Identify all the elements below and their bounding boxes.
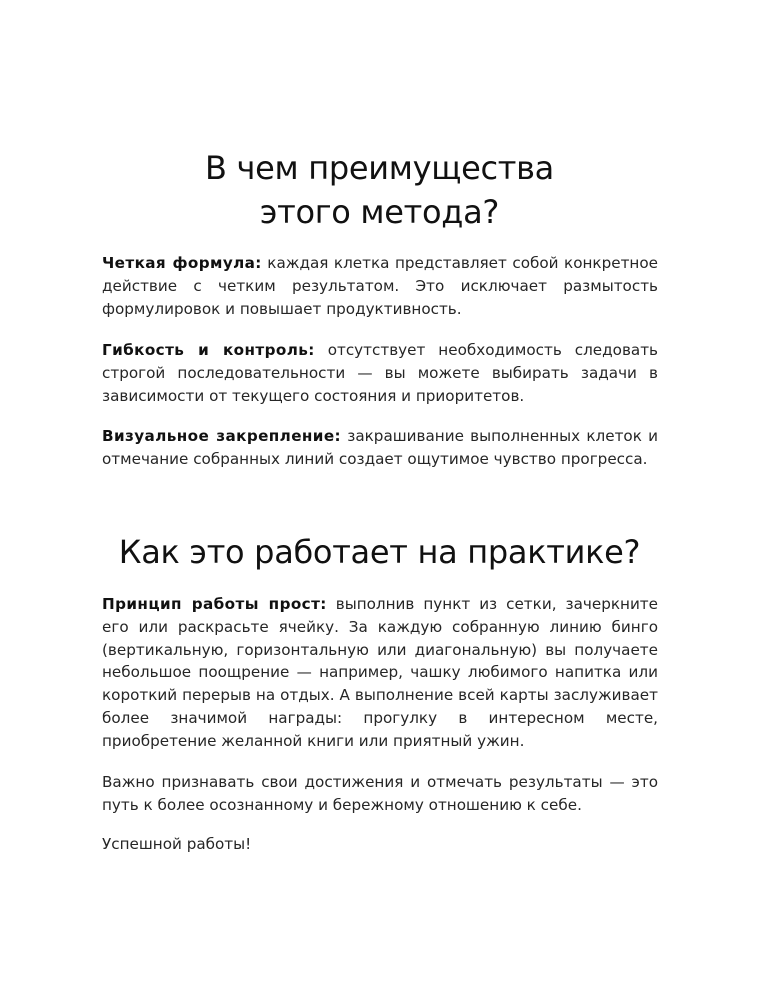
principle-lead: Принцип работы прост: — [102, 595, 327, 613]
section-title-advantages — [0, 146, 759, 234]
principle-text: выполнив пункт из сетки, зачеркните его или раскрасьте ячейку. За каждую собранную линию бинго (вертикальную, горизонтальную или диагональную) вы получаете небольшое поощрение — например, чашку любимого напитка или короткий перерыв на отдых. А выполнение всей карты заслуживает более значимой награды: прогулку в интересном месте, приобретение желанной книги или приятный ужин. — [102, 595, 659, 750]
advantage-lead: Визуальное закрепление: — [102, 427, 342, 445]
advantage-paragraph-formula — [102, 252, 658, 320]
advantage-lead: Четкая формула: — [102, 254, 262, 272]
section-title-line-2: этого метода? — [259, 193, 500, 231]
advantage-paragraph-flexibility — [102, 339, 658, 407]
practice-paragraph-principle — [102, 593, 658, 753]
section-title-line-1: В чем преимущества — [205, 149, 554, 187]
closing-text: Успешной работы! — [102, 835, 252, 853]
advantage-lead: Гибкость и контроль: — [102, 341, 315, 359]
advantage-text: закрашивание выполненных клеток и отмечание собранных линий создает ощутимое чувство прогресса. — [102, 427, 658, 468]
advantage-text: каждая клетка представляет собой конкретное действие с четким результатом. Это исключает размытость формулировок и повышает продуктивность. — [102, 254, 659, 318]
section-title-practice: Как это работает на практике? — [118, 533, 641, 571]
advantage-paragraph-visual — [102, 425, 658, 471]
practice-paragraph-note: Важно признавать свои достижения и отмечать результаты — это путь к более осознанному и бережному отношению к себе. — [102, 773, 658, 814]
advantage-text: отсутствует необходимость следовать строгой последовательности — вы можете выбирать задачи в зависимости от текущего состояния и приоритетов. — [102, 341, 658, 405]
